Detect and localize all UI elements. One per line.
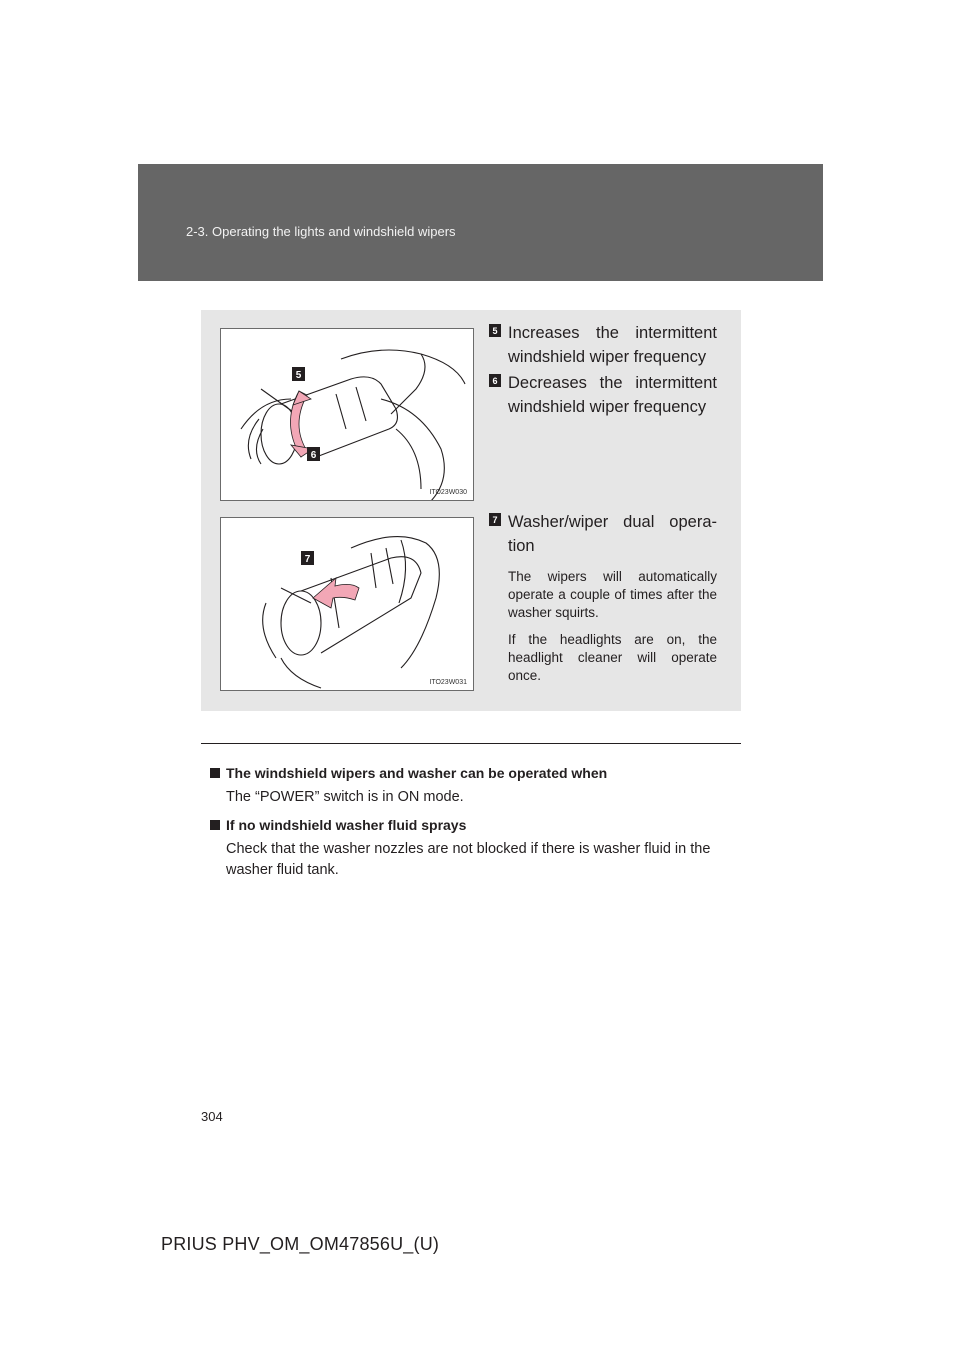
figure-wiper-frequency [220,328,474,501]
wiper-lever-illustration-1 [221,329,474,501]
square-bullet-icon [210,768,220,778]
note-body-2: Check that the washer nozzles are not blocked if there is washer fluid in the washer fluid tank. [226,841,711,878]
section-title: 2-3. Operating the lights and windshield wipers [186,224,456,239]
figure-callout-5: 5 [295,370,302,381]
entry-5 [489,321,717,369]
notes-section [210,763,740,888]
entry-5-text: Increases the intermittent windshield wiper frequency [508,324,717,366]
number-badge-7: 7 [489,513,501,526]
figure-code-1: ITO23W030 [429,489,467,496]
note-body-1: The “POWER” switch is in ON mode. [226,789,464,805]
entry-6 [489,371,717,419]
entry-6-text: Decreases the intermittent windshield wiper frequency [508,374,717,416]
entry-7 [489,510,717,685]
figure-callout-6: 6 [310,450,317,461]
note-title-1: The windshield wipers and washer can be operated when [226,765,608,781]
page-number: 304 [201,1109,223,1124]
note-title-2: If no windshield washer fluid sprays [226,817,467,833]
entry-7-text: Washer/wiper dual opera-tion [508,513,717,555]
wiper-lever-illustration-2 [221,518,474,691]
footer-document-code: PRIUS PHV_OM_OM47856U_(U) [161,1234,440,1254]
figure-washer-operation [220,517,474,691]
number-badge-6: 6 [489,374,501,387]
figure-callout-7: 7 [304,554,311,565]
number-badge-5: 5 [489,324,501,337]
square-bullet-icon [210,820,220,830]
section-divider [201,743,741,744]
figure-code-2: ITO23W031 [429,679,467,686]
note-heading-1 [210,763,740,783]
entry-7-note-1: The wipers will automatically operate a couple of times after the washer squirts. [508,569,717,620]
illustration-panel [201,310,741,711]
header-band [138,164,823,281]
note-heading-2 [210,815,740,835]
entry-7-note-2: If the headlights are on, the headlight cleaner will operate once. [508,632,717,683]
